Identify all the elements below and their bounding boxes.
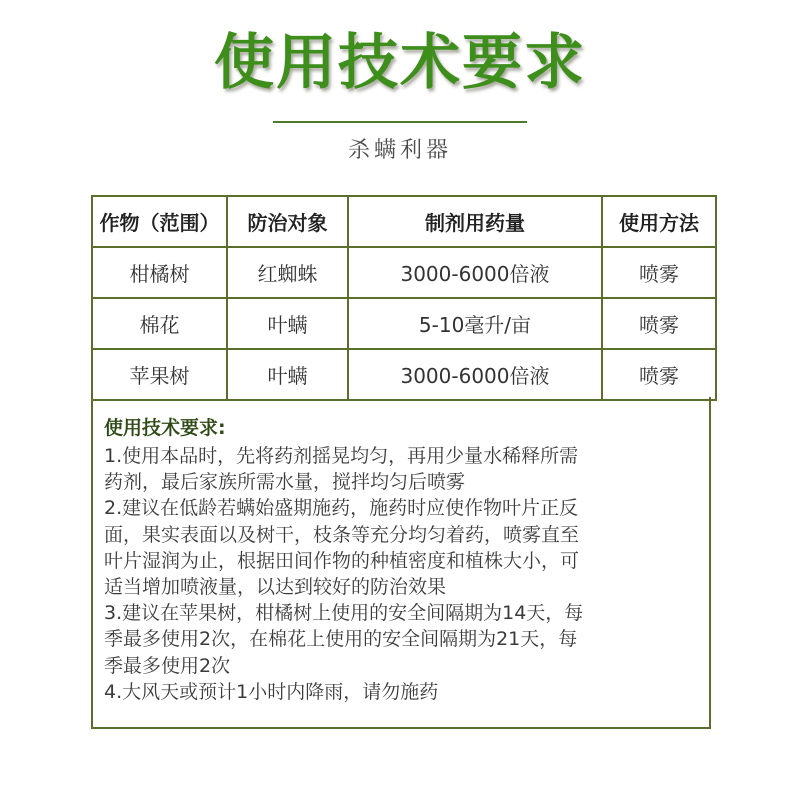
header-target: 防治对象 <box>227 196 348 247</box>
cell-dosage: 3000-6000倍液 <box>348 247 602 298</box>
usage-notes-box <box>91 397 711 729</box>
note-line: 面，果实表面以及树干，枝条等充分均匀着药，喷雾直至 <box>104 523 580 546</box>
cell-dosage: 5-10毫升/亩 <box>348 298 602 349</box>
cell-crop: 柑橘树 <box>92 247 227 298</box>
note-line: 4.大风天或预计1小时内降雨，请勿施药 <box>104 680 439 703</box>
cell-method: 喷雾 <box>602 298 716 349</box>
notes-heading: 使用技术要求: <box>104 417 226 439</box>
table-row <box>92 298 716 349</box>
table-header-row <box>92 196 716 247</box>
page-title: 使用技术要求 <box>214 28 586 98</box>
header-method: 使用方法 <box>602 196 716 247</box>
header-crop: 作物（范围） <box>92 196 227 247</box>
cell-crop: 棉花 <box>92 298 227 349</box>
cell-crop: 苹果树 <box>92 349 227 400</box>
cell-target: 叶螨 <box>227 298 348 349</box>
cell-target: 叶螨 <box>227 349 348 400</box>
title-divider <box>273 121 527 123</box>
note-line: 季最多使用2次，在棉花上使用的安全间隔期为21天，每 <box>104 628 578 651</box>
cell-target: 红蜘蛛 <box>227 247 348 298</box>
note-line: 季最多使用2次 <box>104 654 231 677</box>
note-line: 药剂，最后家族所需水量，搅拌均匀后喷雾 <box>104 471 466 494</box>
note-line: 叶片湿润为止，根据田间作物的种植密度和植株大小，可 <box>104 549 580 572</box>
cell-dosage: 3000-6000倍液 <box>348 349 602 400</box>
header-dosage: 制剂用药量 <box>348 196 602 247</box>
cell-method: 喷雾 <box>602 247 716 298</box>
cell-method: 喷雾 <box>602 349 716 400</box>
usage-table <box>91 195 717 401</box>
page-subtitle: 杀螨利器 <box>347 138 452 163</box>
table-row <box>92 247 716 298</box>
note-line: 1.使用本品时，先将药剂摇晃均匀，再用少量水稀释所需 <box>104 445 579 467</box>
note-line: 适当增加喷液量，以达到较好的防治效果 <box>104 576 447 599</box>
note-line: 3.建议在苹果树，柑橘树上使用的安全间隔期为14天，每 <box>104 602 584 625</box>
note-line: 2.建议在低龄若螨始盛期施药，施药时应使作物叶片正反 <box>104 497 579 520</box>
table-row <box>92 349 716 400</box>
